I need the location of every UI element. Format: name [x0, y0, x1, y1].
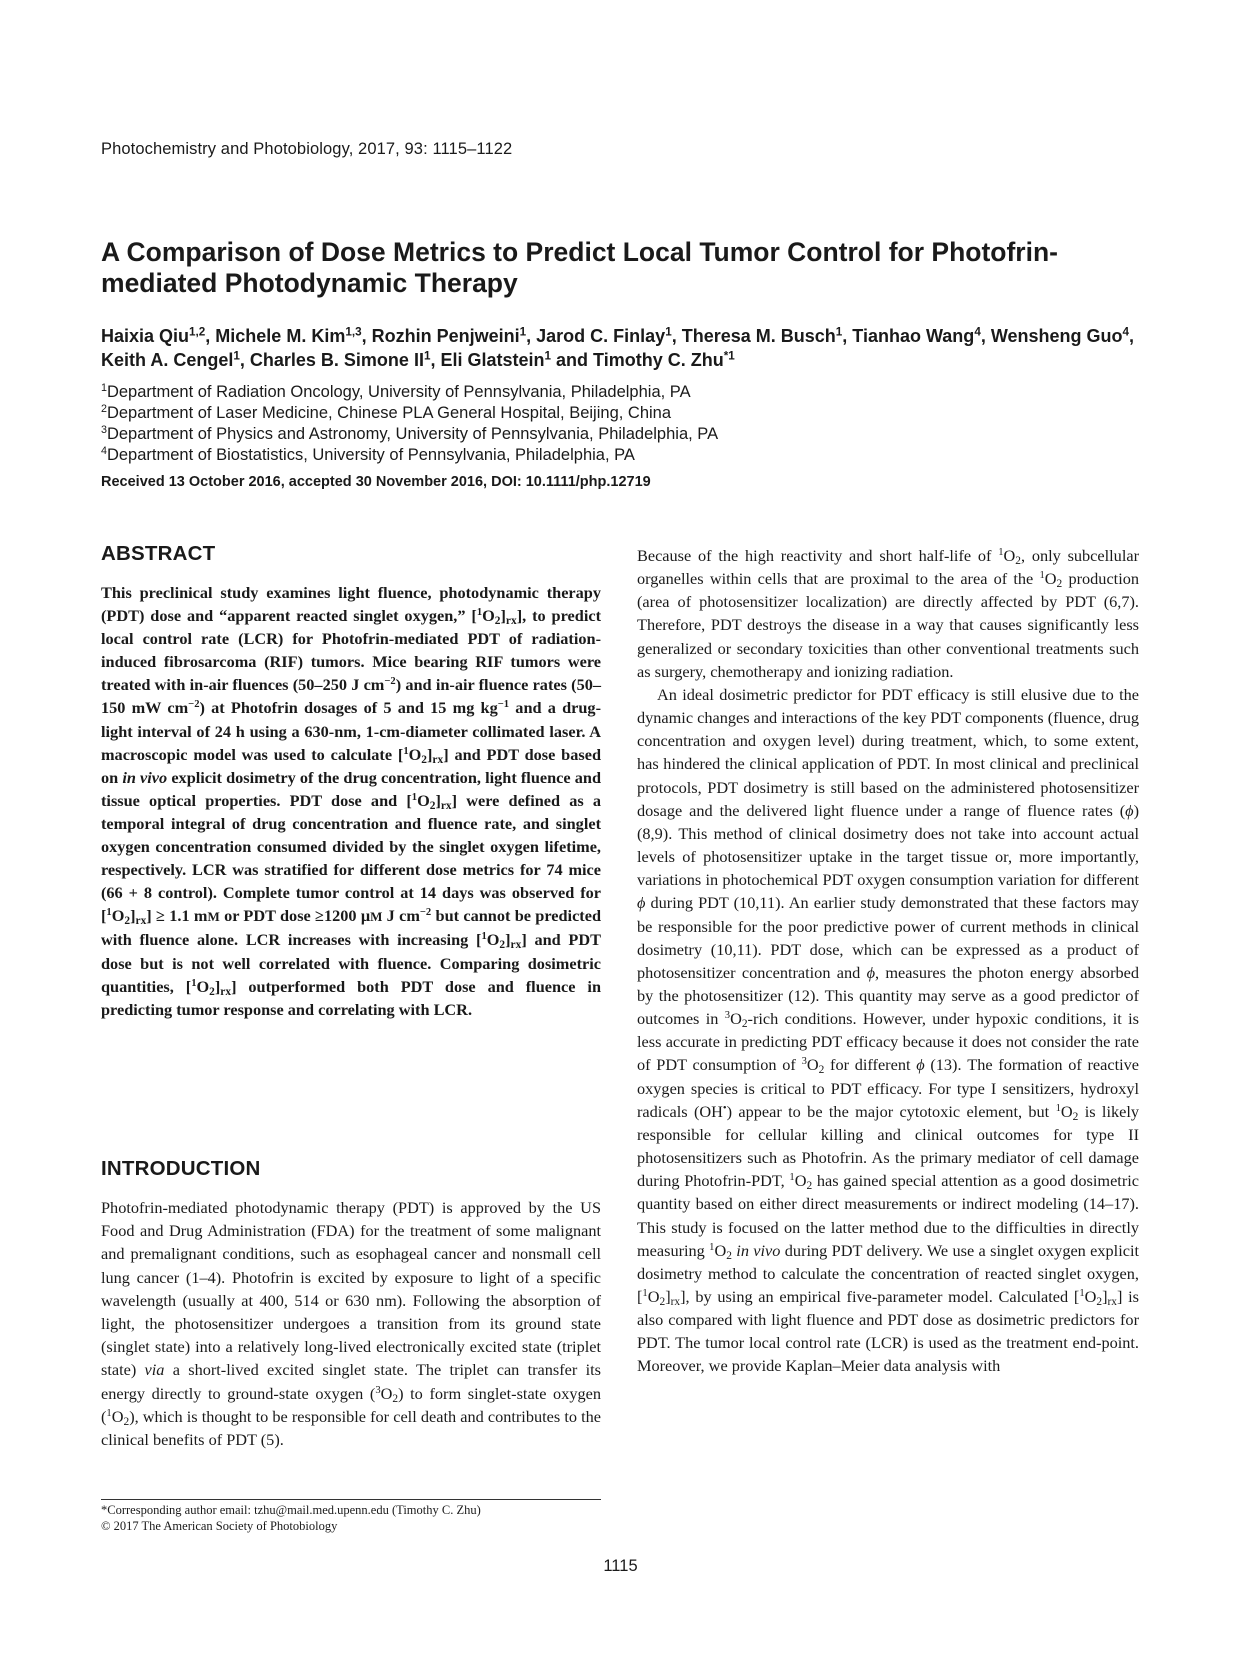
introduction-heading: INTRODUCTION — [101, 1157, 261, 1180]
corresponding-author-note: *Corresponding author email: tzhu@mail.med.upenn.edu (Timothy C. Zhu) — [101, 1503, 481, 1517]
author-name: Michele M. Kim — [215, 326, 346, 346]
right-column — [637, 544, 1139, 1378]
author-name: Keith A. Cengel — [101, 349, 234, 370]
author-name: Haixia Qiu — [101, 326, 190, 346]
footnote-divider — [101, 1499, 601, 1500]
paper-title: A Comparison of Dose Metrics to Predict Local Tumor Control for Photofrin-mediated Photodynamic Therapy — [101, 237, 1058, 298]
journal-citation: Photochemistry and Photobiology, 2017, 93: 1115–1122 — [101, 140, 513, 158]
affiliation-line: $^4$Department of Biostatistics, University of Pennsylvania, Philadelphia, PA — [101, 445, 635, 464]
author-name: Wensheng Guo — [990, 326, 1123, 346]
author-name: Timothy C. Zhu — [593, 349, 724, 370]
page-number: 1115 — [603, 1557, 638, 1575]
author-name: Tianhao Wang — [852, 326, 975, 346]
author-name: Jarod C. Finlay — [536, 326, 666, 346]
received-dates-doi: Received 13 October 2016, accepted 30 November 2016, DOI: 10.1111/php.12719 — [101, 474, 651, 490]
author-name: Theresa M. Busch — [681, 326, 836, 346]
abstract-text: This preclinical study examines light fluence, photodynamic therapy (PDT) dose and “apparent reacted singlet oxygen,” $[^1O_2]_{rx}$], to predict local control rate (LCR) for Photofrin-mediated PDT of radiation-induced fibrosarcoma (RIF) tumors. Mice bearing RIF tumors were treated with in-air fluences (50–250 J $cm^{-2}$) and in-air fluence rates (50–150 mW $cm^{-2}$) at Photofrin dosages of 5 and 15 mg $kg^{-1}$ and a drug-light interval of 24 h using a 630-nm, 1-cm-diameter collimated laser. A macroscopic model was used to calculate $[^1O_2]_{rx}$] and PDT dose based on in vivo explicit dosimetry of the drug concentration, light fluence and tissue optical properties. PDT dose and $[^1O_2]_{rx}$] were defined as a temporal integral of drug concentration and fluence rate, and singlet oxygen concentration consumed divided by the singlet oxygen lifetime, respectively. LCR was stratified for different dose metrics for 74 mice (66 + 8 control). Complete tumor control at 14 days was observed for $[^1O_2]_{rx}] \ge 1.1$ mM or PDT dose ≥1200 μM J $cm^{-2}$ but cannot be predicted with fluence alone. LCR increases with increasing $[^1O_2]_{rx}$] and PDT dose but is not well correlated with fluence. Comparing dosimetric quantities, $[^1O_2]_{rx}$] outperformed both PDT dose and fluence in predicting tumor response and correlating with LCR. — [101, 583, 602, 1019]
affiliations — [101, 382, 1001, 466]
author-name: Charles B. Simone II — [249, 349, 424, 370]
affiliation-line: $^3$Department of Physics and Astronomy, University of Pennsylvania, Philadelphia, PA — [101, 424, 719, 443]
copyright-note: © 2017 The American Society of Photobiology — [101, 1518, 338, 1533]
affiliation-line: $^1$Department of Radiation Oncology, University of Pennsylvania, Philadelphia, PA — [101, 382, 691, 401]
footnotes — [101, 1503, 621, 1534]
body-paragraph: Because of the high reactivity and short half-life of $^1O_2$, only subcellular organelles within cells that are proximal to the area of the $^1O_2$ production (area of photosensitizer localization) are directly affected by PDT (6,7). Therefore, PDT destroys the disease in a way that causes significantly less generalized or secondary toxicities than other conventional treatments such as surgery, chemotherapy and ionizing radiation. — [637, 546, 1139, 681]
introduction-paragraph: Photofrin-mediated photodynamic therapy (PDT) is approved by the US Food and Drug Administration (FDA) for the treatment of some malignant and premalignant conditions, such as esophageal cancer and nonsmall cell lung cancer (1–4). Photofrin is excited by exposure to light of a specific wavelength (usually at 400, 514 or 630 nm). Following the absorption of light, the photosensitizer undergoes a transition from its ground state (singlet state) into a relatively long-lived electronically excited state (triplet state) via a short-lived excited singlet state. The triplet can transfer its energy directly to ground-state oxygen $(^3O_2)$ to form singlet-state oxygen $(^1O_2)$, which is thought to be responsible for cell death and contributes to the clinical benefits of PDT (5). — [101, 1198, 601, 1450]
body-paragraph: An ideal dosimetric predictor for PDT efficacy is still elusive due to the dynamic changes and interactions of the key PDT components (fluence, drug concentration and oxygen level) during treatment, which, to some extent, has hindered the clinical application of PDT. In most clinical and preclinical protocols, PDT dosimetry is still based on the administered photosensitizer dosage and the delivered light fluence under a range of fluence rates (ϕ) (8,9). This method of clinical dosimetry does not take into account actual levels of photosensitizer uptake in the target tissue or, more importantly, variations in photochemical PDT oxygen consumption variation for different ϕ during PDT (10,11). An earlier study demonstrated that these factors may be responsible for the poor predictive power of current methods in clinical dosimetry (10,11). PDT dose, which can be expressed as a product of photosensitizer concentration and ϕ, measures the photon energy absorbed by the photosensitizer (12). This quantity may serve as a good predictor of outcomes in $^3O_2$-rich conditions. However, under hypoxic conditions, it is less accurate in predicting PDT efficacy because it does not consider the rate of PDT consumption of $^3O_2$ for different ϕ (13). The formation of reactive oxygen species is critical to PDT efficacy. For type I sensitizers, hydroxyl radicals (OH•) appear to be the major cytotoxic element, but $^1O_2$ is likely responsible for cellular killing and clinical outcomes for type II photosensitizers such as Photofrin. As the primary mediator of cell damage during Photofrin-PDT, $^1O_2$ has gained special attention as a good dosimetric quantity based on either direct measurements or indirect modeling (14–17). This study is focused on the latter method due to the difficulties in directly measuring $^1O_2$ in vivo during PDT delivery. We use a singlet oxygen explicit dosimetry method to calculate the concentration of reacted singlet oxygen, $[^1O_2]_{rx}$], by using an empirical five-parameter model. Calculated $[^1O_2]_{rx}$] is also compared with light fluence and PDT dose as dosimetric predictors for PDT. The tumor local control rate (LCR) is used as the treatment end-point. Moreover, we provide Kaplan–Meier data analysis with — [637, 684, 1140, 1376]
author-name: Rozhin Penjweini — [371, 326, 520, 346]
affiliation-line: $^2$Department of Laser Medicine, Chinese PLA General Hospital, Beijing, China — [101, 403, 672, 422]
author-list: Haixia Qiu$^{1,2}$, Michele M. Kim$^{1,3}$, Rozhin Penjweini$^1$, Jarod C. Finlay$^1$, Theresa M. Busch$^1$, Tianhao Wang$^4$, Wensheng Guo$^4$, Keith A. Cengel$^1$, Charles B. Simone $II^1$, Eli Glatstein$^1$ and Timothy C. Zhu$^{*1}$ — [101, 325, 1135, 370]
abstract-heading: ABSTRACT — [101, 542, 216, 565]
author-name: Eli Glatstein — [440, 349, 545, 370]
